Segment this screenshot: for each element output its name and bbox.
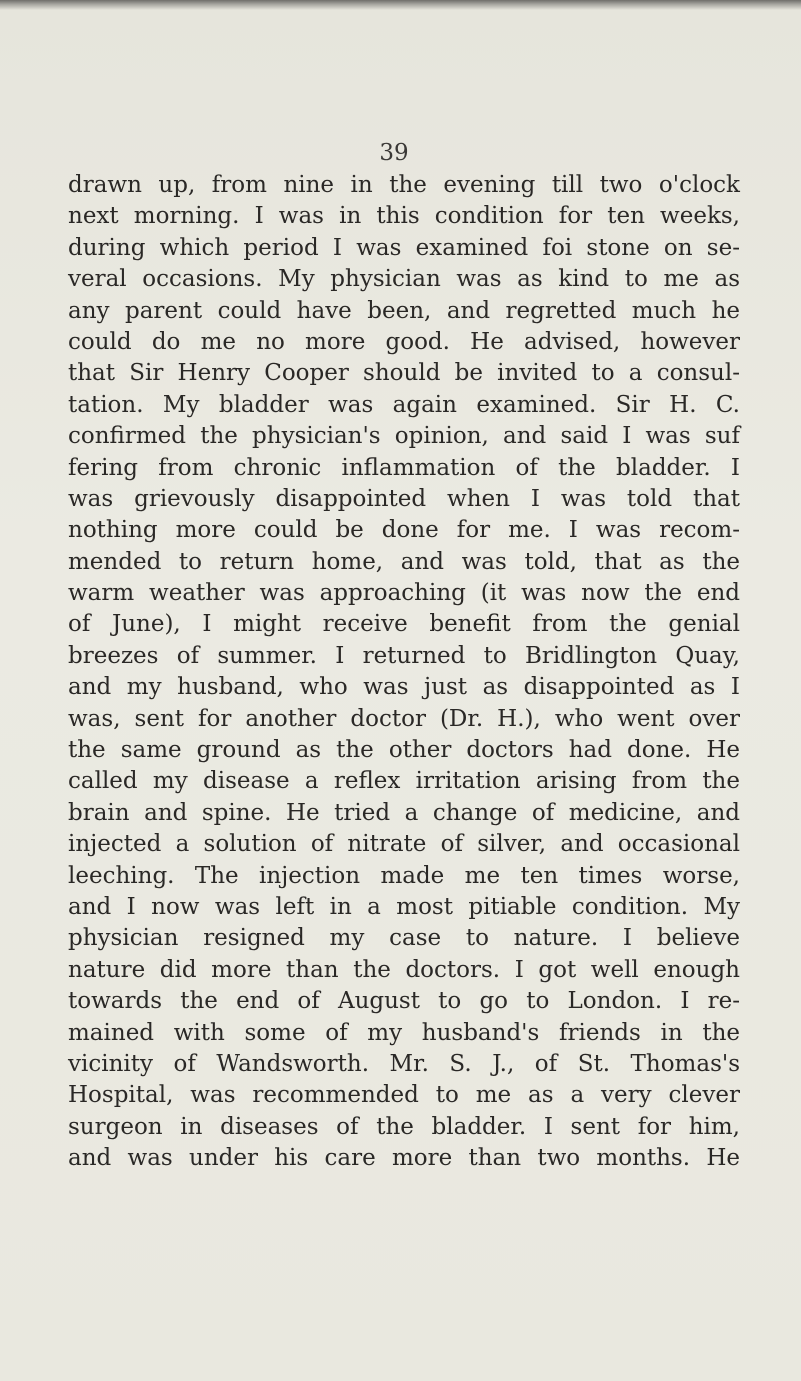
text-line: was grievously disappointed when I was told that	[68, 485, 740, 512]
text-line: mended to return home, and was told, that as the	[68, 548, 740, 575]
text-line: injected a solution of nitrate of silver, and occasional	[68, 831, 740, 858]
page-number: 39	[379, 140, 409, 166]
text-line: tation. My bladder was again examined. Sir H. C.	[68, 391, 740, 418]
text-line: brain and spine. He tried a change of medicine, and	[68, 799, 740, 826]
text-line: and my husband, who was just as disappointed as I	[68, 674, 740, 701]
text-line: could do me no more good. He advised, however	[68, 328, 740, 355]
text-line: Hospital, was recommended to me as a very clever	[68, 1082, 740, 1109]
text-line: breezes of summer. I returned to Bridlington Quay,	[68, 642, 740, 669]
body-text	[68, 170, 740, 1175]
page-top-edge	[0, 0, 801, 10]
text-line: towards the end of August to go to London. I re-	[68, 988, 740, 1015]
text-line: during which period I was examined foi stone on se-	[68, 234, 740, 261]
text-line: that Sir Henry Cooper should be invited to a consul-	[68, 360, 740, 387]
text-line: nature did more than the doctors. I got well enough	[68, 956, 740, 983]
text-line: mained with some of my husband's friends in the	[68, 1019, 740, 1046]
text-line: called my disease a reflex irritation arising from the	[68, 768, 740, 795]
text-line: surgeon in diseases of the bladder. I sent for him,	[68, 1113, 740, 1140]
text-line: of June), I might receive benefit from the genial	[68, 611, 740, 638]
text-line: confirmed the physician's opinion, and said I was suf	[68, 423, 740, 450]
text-line: and was under his care more than two months. He	[68, 1145, 740, 1172]
text-line: nothing more could be done for me. I was recom-	[68, 517, 740, 544]
text-line: warm weather was approaching (it was now the end	[68, 580, 740, 607]
text-line: was, sent for another doctor (Dr. H.), who went over	[68, 705, 740, 732]
text-line: the same ground as the other doctors had done. He	[68, 737, 740, 764]
text-line: leeching. The injection made me ten times worse,	[68, 862, 740, 889]
text-line: veral occasions. My physician was as kind to me as	[68, 266, 740, 293]
text-line: physician resigned my case to nature. I believe	[68, 925, 740, 952]
text-line: and I now was left in a most pitiable condition. My	[68, 893, 740, 920]
text-line: fering from chronic inflammation of the bladder. I	[68, 454, 740, 481]
text-line: any parent could have been, and regretted much he	[68, 297, 740, 324]
text-line: drawn up, from nine in the evening till two o'clock	[68, 172, 740, 198]
text-line: next morning. I was in this condition for ten weeks,	[68, 203, 740, 230]
text-line: vicinity of Wandsworth. Mr. S. J., of St. Thomas's	[68, 1050, 740, 1077]
